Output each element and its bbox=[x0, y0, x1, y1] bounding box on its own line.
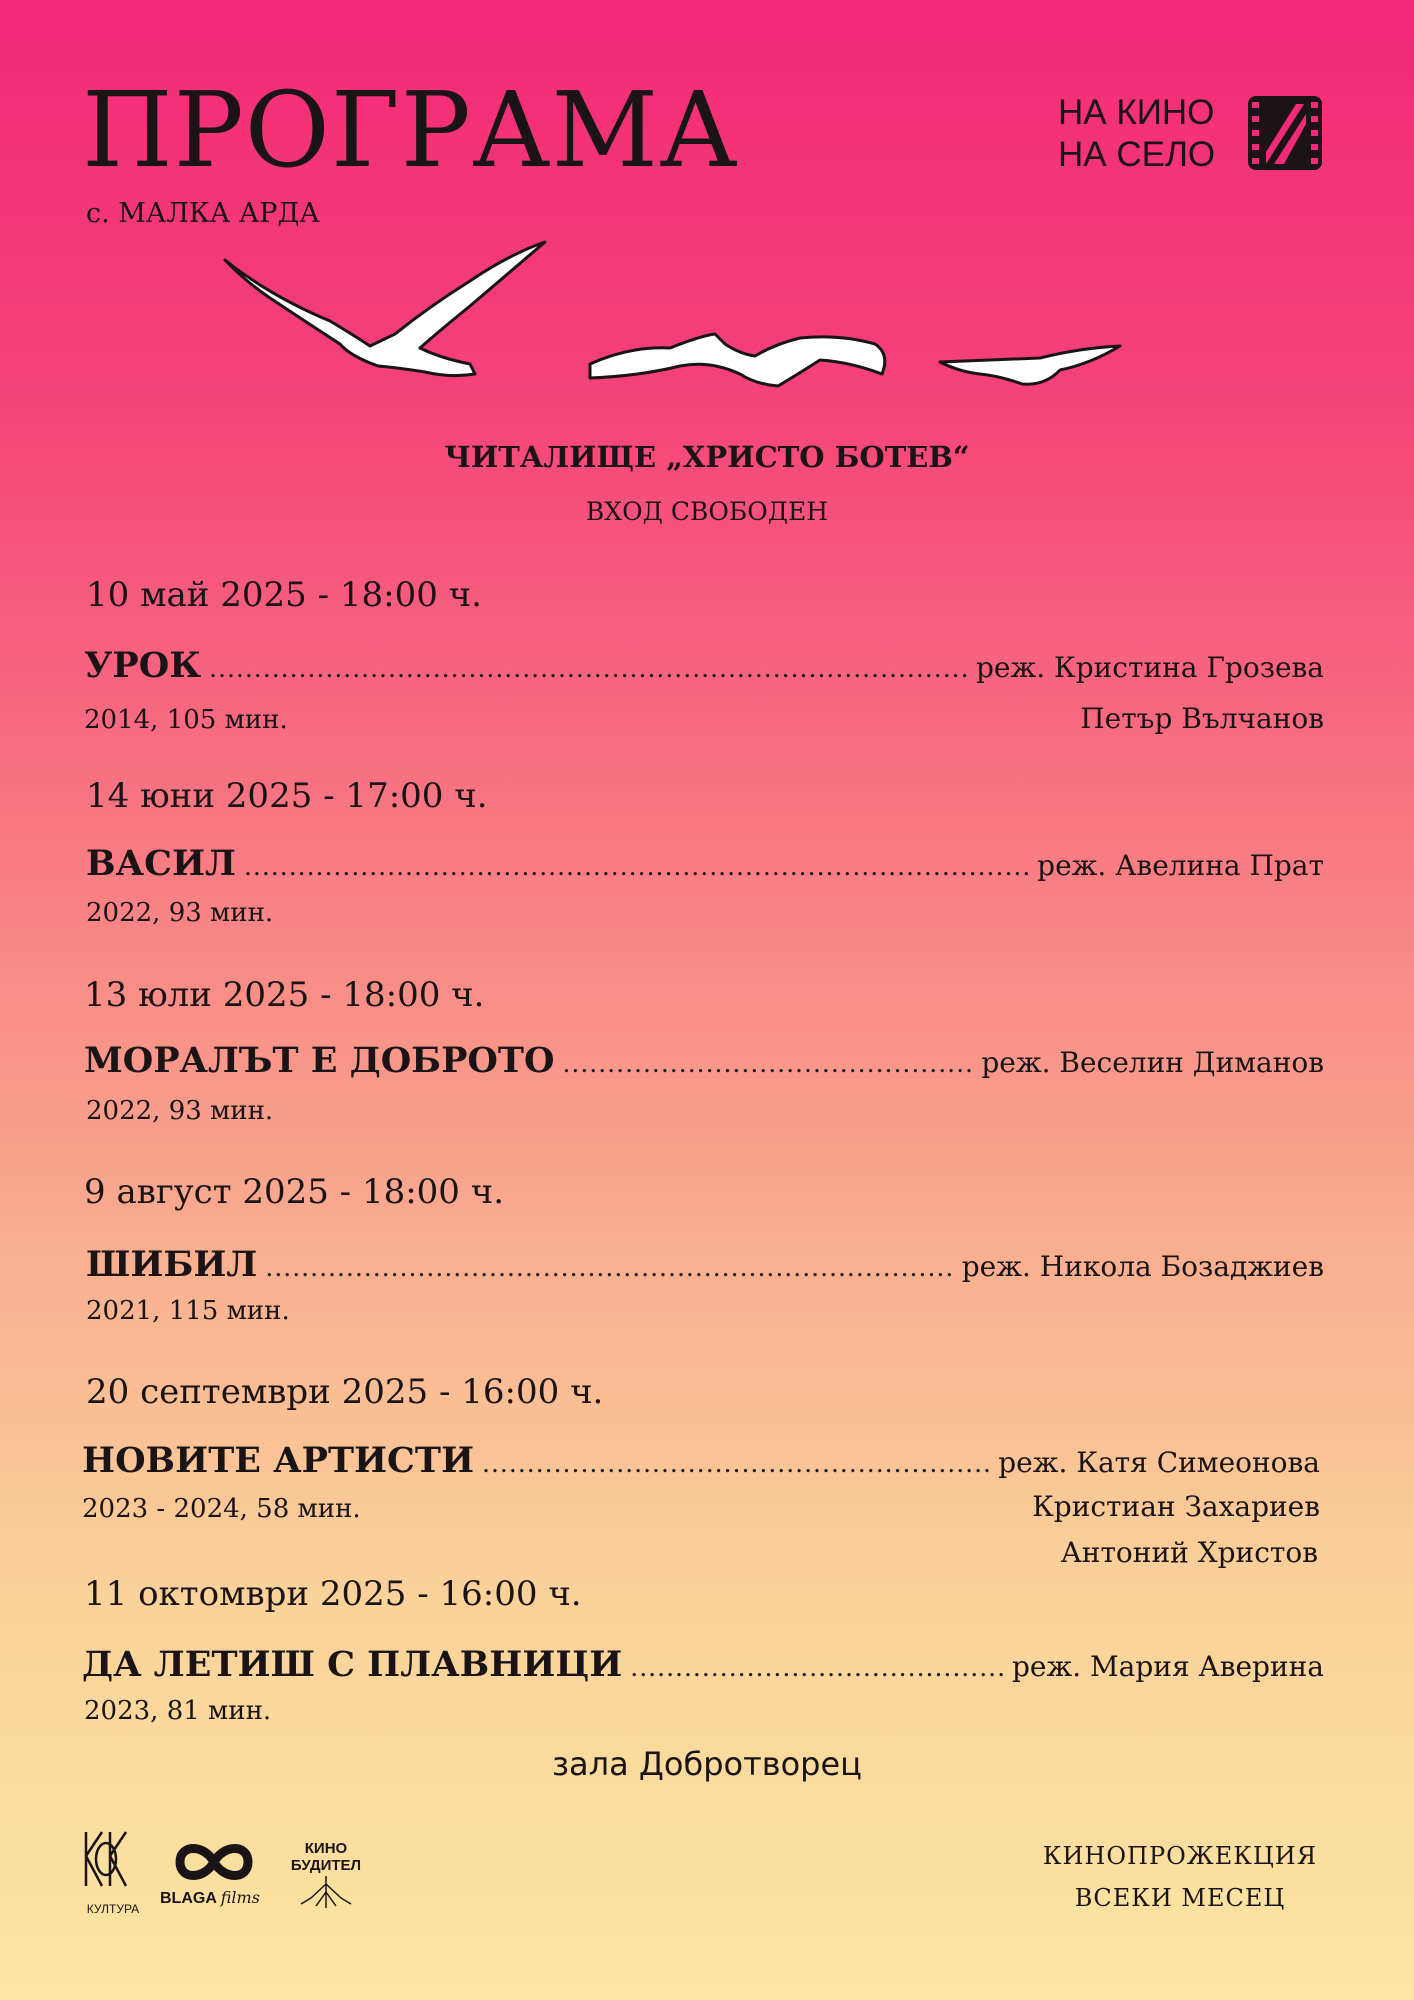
kino-buditel-logo bbox=[286, 1840, 366, 1920]
screening-row bbox=[82, 1644, 1324, 1685]
village-name: с. МАЛКА АРДА bbox=[86, 198, 320, 229]
film-co-director: Кристиан Захариев bbox=[1032, 1490, 1320, 1523]
film-title: ВАСИЛ bbox=[86, 843, 236, 884]
film-title: ДА ЛЕТИШ С ПЛАВНИЦИ bbox=[82, 1644, 623, 1685]
film-title: УРОК bbox=[84, 645, 202, 686]
film-meta: 2023 - 2024, 58 мин. bbox=[82, 1494, 361, 1524]
leader-dots bbox=[562, 1049, 973, 1078]
brand-logo-text bbox=[1058, 92, 1215, 176]
sponsor-blaga-label: BLAGA bbox=[160, 1890, 217, 1907]
film-director: реж. Никола Бозаджиев bbox=[961, 1250, 1324, 1283]
page-title: ПРОГРАМА bbox=[82, 69, 739, 191]
screening-row bbox=[86, 843, 1324, 884]
logo-line-1: НА КИНО bbox=[1058, 93, 1215, 132]
free-entry-note: ВХОД СВОБОДЕН bbox=[585, 497, 829, 526]
screening-row bbox=[82, 1440, 1320, 1481]
leader-dots bbox=[209, 654, 968, 683]
roots-icon bbox=[291, 1874, 361, 1910]
screening-date: 10 май 2025 - 18:00 ч. bbox=[86, 575, 482, 615]
culture-fund-icon bbox=[78, 1826, 148, 1896]
leader-dots bbox=[482, 1449, 990, 1478]
infinity-icon bbox=[174, 1840, 254, 1884]
film-title: ШИБИЛ bbox=[86, 1244, 258, 1285]
film-meta: 2014, 105 мин. bbox=[84, 705, 288, 735]
footer-line-1: КИНОПРОЖЕКЦИЯ bbox=[1042, 1842, 1318, 1870]
screening-date: 20 септември 2025 - 16:00 ч. bbox=[86, 1372, 604, 1412]
footer-line-2: ВСЕКИ МЕСЕЦ bbox=[1074, 1884, 1286, 1912]
film-meta: 2022, 93 мин. bbox=[86, 1096, 274, 1126]
blaga-films-logo bbox=[160, 1840, 280, 1920]
film-director: реж. Авелина Прат bbox=[1037, 849, 1324, 882]
footer-note bbox=[1030, 1835, 1330, 1919]
film-strip-logo-icon bbox=[1246, 94, 1324, 172]
screening-date: 9 август 2025 - 18:00 ч. bbox=[84, 1172, 505, 1212]
film-meta: 2021, 115 мин. bbox=[86, 1296, 290, 1326]
venue-name: ЧИТАЛИЩЕ „ХРИСТО БОТЕВ“ bbox=[444, 440, 970, 474]
sponsor-buditel-label: БУДИТЕЛ bbox=[290, 1857, 362, 1874]
screening-date: 14 юни 2025 - 17:00 ч. bbox=[86, 776, 488, 816]
film-director: реж. Катя Симеонова bbox=[998, 1446, 1320, 1479]
screening-date: 13 юли 2025 - 18:00 ч. bbox=[84, 975, 485, 1015]
sponsor-kino-label: КИНО bbox=[304, 1840, 348, 1857]
film-director: реж. Веселин Диманов bbox=[981, 1046, 1324, 1079]
sponsor-films-label: films bbox=[220, 1888, 260, 1907]
film-title: НОВИТЕ АРТИСТИ bbox=[82, 1440, 475, 1481]
leader-dots bbox=[244, 852, 1029, 881]
film-director: реж. Мария Аверина bbox=[1011, 1650, 1324, 1683]
sponsor-culture-label: КУЛТУРА bbox=[86, 1902, 140, 1916]
flying-birds-illustration bbox=[210, 236, 1140, 406]
film-co-director: Петър Вълчанов bbox=[1080, 702, 1324, 735]
leader-dots bbox=[630, 1653, 1004, 1682]
leader-dots bbox=[265, 1253, 953, 1282]
screening-row bbox=[86, 1244, 1324, 1285]
film-title: МОРАЛЪТ Е ДОБРОТО bbox=[84, 1040, 555, 1081]
logo-line-2: НА СЕЛО bbox=[1058, 135, 1216, 174]
screening-date: 11 октомври 2025 - 16:00 ч. bbox=[84, 1574, 582, 1614]
film-co-director: Антоний Христов bbox=[1060, 1536, 1318, 1569]
film-meta: 2022, 93 мин. bbox=[86, 898, 274, 928]
culture-fund-logo bbox=[78, 1826, 148, 1916]
screening-row bbox=[84, 1040, 1324, 1081]
film-director: реж. Кристина Грозева bbox=[975, 651, 1324, 684]
film-meta: 2023, 81 мин. bbox=[84, 1696, 272, 1726]
screening-row bbox=[84, 645, 1324, 686]
hall-name: зала Добротворец bbox=[552, 1745, 862, 1783]
